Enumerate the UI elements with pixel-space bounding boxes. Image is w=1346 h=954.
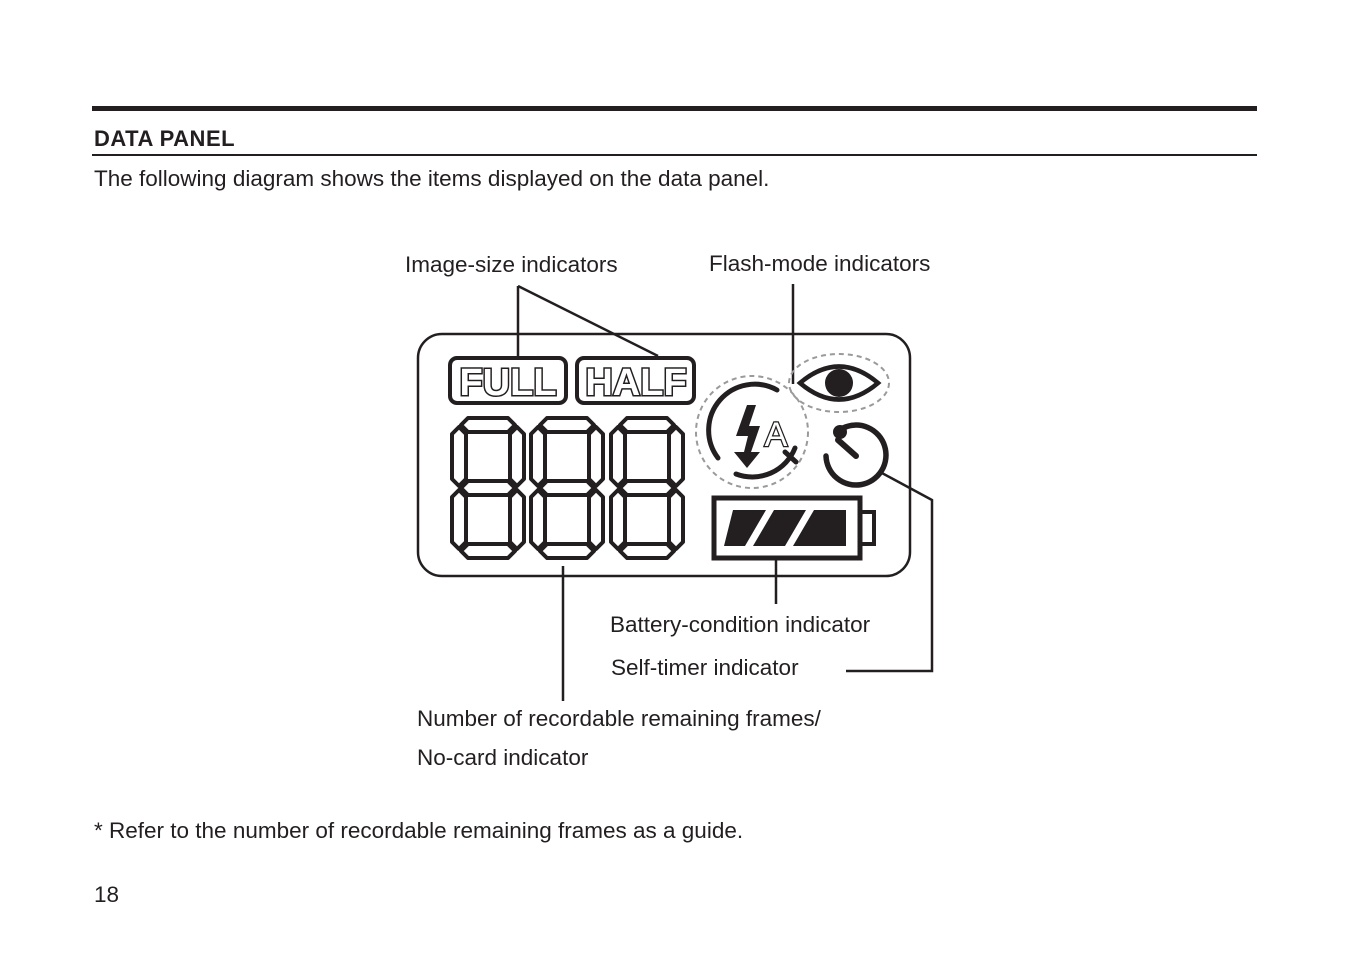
label-image-size: Image-size indicators xyxy=(405,252,618,277)
page-number: 18 xyxy=(94,882,120,907)
svg-text:HALF: HALF xyxy=(585,362,687,404)
label-self-timer: Self-timer indicator xyxy=(611,655,799,680)
footnote: * Refer to the number of recordable remaining frames as a guide. xyxy=(94,818,744,843)
digit-1-segment-6 xyxy=(452,490,466,549)
label-battery: Battery-condition indicator xyxy=(610,612,871,637)
half-indicator xyxy=(577,358,694,404)
digit-2-segment-7 xyxy=(589,490,603,549)
flash-auto-letter: A xyxy=(764,416,788,454)
flash-bolt-icon xyxy=(734,405,760,468)
label-frames-line2: No-card indicator xyxy=(417,745,589,770)
digit-2-segment-5 xyxy=(589,427,603,486)
digit-1-segment-7 xyxy=(510,490,524,549)
section-title: DATA PANEL xyxy=(94,126,236,151)
svg-text:FULL: FULL xyxy=(459,362,557,404)
label-frames-line1: Number of recordable remaining frames/ xyxy=(417,706,821,731)
digit-1-segment-3 xyxy=(461,544,515,558)
digit-2-segment-4 xyxy=(531,427,545,486)
frame-counter-digits xyxy=(452,418,683,558)
intro-text: The following diagram shows the items displayed on the data panel. xyxy=(94,166,770,191)
leader-image-size xyxy=(518,286,658,356)
digit-2-segment-1 xyxy=(540,418,594,432)
digit-2-segment-3 xyxy=(540,544,594,558)
digit-3-segment-3 xyxy=(620,544,674,558)
digit-1-segment-4 xyxy=(452,427,466,486)
digit-2-segment-2 xyxy=(540,481,594,495)
digit-1-segment-2 xyxy=(461,481,515,495)
digit-3-segment-5 xyxy=(669,427,683,486)
label-flash-mode: Flash-mode indicators xyxy=(709,251,931,276)
digit-3-segment-2 xyxy=(620,481,674,495)
digit-1-segment-5 xyxy=(510,427,524,486)
digit-2-segment-6 xyxy=(531,490,545,549)
digit-1-segment-1 xyxy=(461,418,515,432)
red-eye-icon xyxy=(800,367,878,400)
full-indicator xyxy=(450,358,566,404)
digit-3-segment-6 xyxy=(611,490,625,549)
digit-3-segment-1 xyxy=(620,418,674,432)
self-timer-icon xyxy=(826,425,886,485)
digit-3-segment-4 xyxy=(611,427,625,486)
battery-icon xyxy=(714,498,874,558)
digit-3-segment-7 xyxy=(669,490,683,549)
